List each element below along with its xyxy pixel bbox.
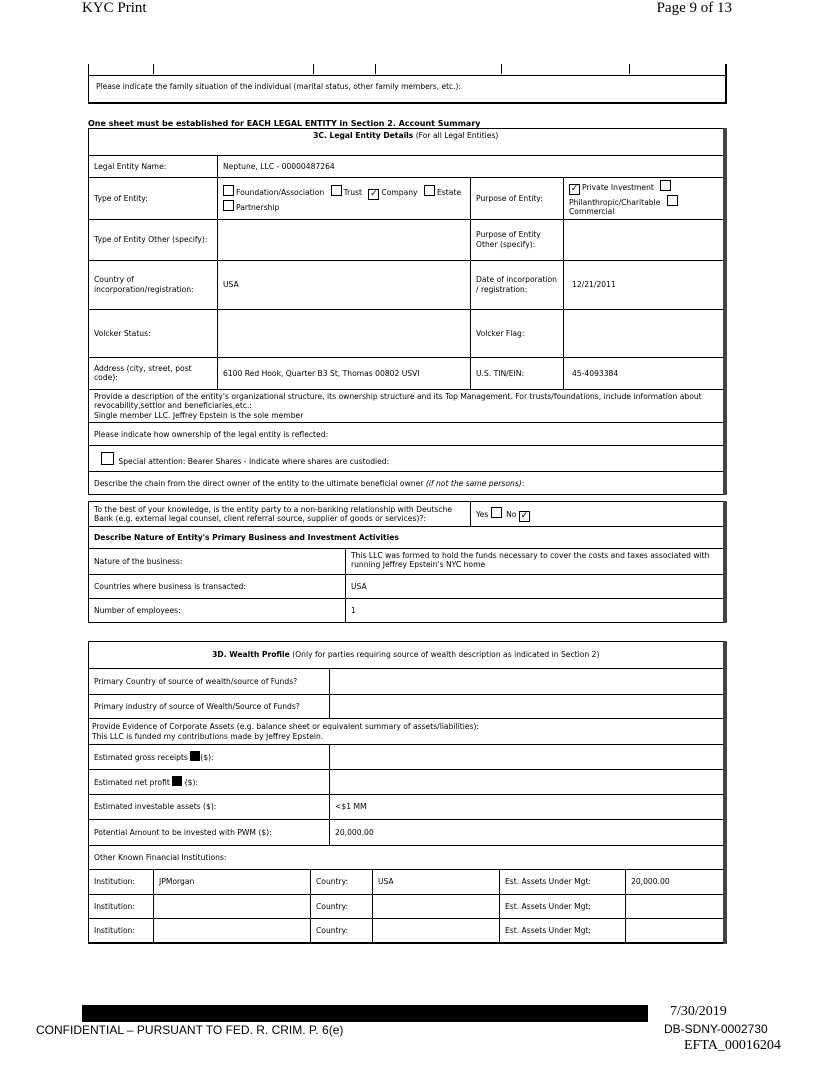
table-row: [89, 669, 725, 695]
chain-italic-note: (if not the same persons): [425, 478, 522, 488]
purpose-of-entity-options: [564, 178, 725, 220]
table-row: [89, 389, 725, 422]
investable-assets-value: <$1 MM: [330, 795, 725, 820]
table-row: [89, 575, 725, 599]
volcker-flag-value: [564, 309, 725, 357]
field-label: Date of incorporation / registration:: [471, 260, 564, 309]
field-label: Number of employees:: [89, 599, 346, 623]
primary-country-value: [330, 669, 725, 695]
yes-label: Yes: [476, 509, 489, 519]
field-label: Primary industry of source of Wealth/Source of Funds?: [89, 695, 330, 719]
table-row: [89, 599, 725, 623]
field-label: Estimated investable assets ($):: [89, 795, 330, 820]
print-title: KYC Print: [82, 0, 147, 16]
country-of-incorporation: USA: [218, 260, 471, 309]
no-label: No: [506, 509, 517, 519]
redaction-box: [172, 776, 182, 786]
bates-number: DB-SDNY-0002730: [664, 1022, 768, 1036]
primary-industry-value: [330, 695, 725, 719]
field-label: Country:: [311, 919, 373, 943]
table-row: [89, 472, 725, 495]
field-label: Type of Entity Other (specify):: [89, 219, 218, 260]
ownership-prompt: Please indicate how ownership of the legal entity is reflected:: [89, 423, 725, 446]
table-row: [89, 770, 725, 795]
confidential-notice: CONFIDENTIAL – PURSUANT TO FED. R. CRIM. P. 6(e): [36, 1023, 344, 1037]
label-text: ($):: [200, 753, 214, 763]
business-activities-table: [88, 501, 727, 623]
column-tick: [629, 64, 630, 74]
option-label: Philanthropic/Charitable: [569, 198, 661, 207]
field-label: Volcker Status:: [89, 309, 218, 357]
ownership-chain-row: [89, 472, 725, 495]
volcker-status-value: [218, 309, 471, 357]
field-label: Potential Amount to be invested with PWM ($):: [89, 820, 330, 846]
potential-amount-value: 20,000.00: [330, 820, 725, 846]
row-divider: [89, 75, 725, 76]
field-label: Purpose of Entity Other (specify):: [471, 219, 564, 260]
option-label: Estate: [436, 187, 462, 197]
checkbox-philanthropic[interactable]: [660, 180, 671, 191]
table-row: [89, 870, 725, 895]
option-label: Foundation/Association: [236, 187, 325, 197]
checkbox-trust[interactable]: [331, 185, 342, 196]
chain-text: Describe the chain from the direct owner of the entity to the ultimate beneficial owner: [94, 478, 424, 488]
field-label: Countries where business is transacted:: [89, 575, 346, 599]
structure-prompt: Provide a description of the entity's organizational structure, its ownership structure and its Top Management. For trusts/foundations, include information about revocability,settlor and beneficiaries,etc.:: [94, 391, 702, 411]
field-label: Primary Country of source of wealth/source of Funds?: [89, 669, 330, 695]
field-label: Est. Assets Under Mgt:: [500, 895, 626, 919]
field-label: Institution:: [89, 870, 154, 895]
date-of-incorporation: 12/21/2011: [564, 260, 725, 309]
page-number: Page 9 of 13: [656, 0, 732, 16]
field-label: Institution:: [89, 895, 154, 919]
table-row: [89, 129, 725, 156]
business-section-header: Describe Nature of Entity's Primary Business and Investment Activities: [89, 527, 725, 549]
institution-aum: [626, 895, 725, 919]
structure-description: [89, 389, 725, 422]
tin-value: 45-4093384: [564, 357, 725, 389]
table-row: [89, 745, 725, 770]
table-row: [89, 527, 725, 549]
column-tick: [501, 64, 502, 74]
employees-value: 1: [346, 599, 725, 623]
section-title-note: (For all Legal Entities): [413, 131, 499, 140]
option-label: Trust: [343, 187, 362, 197]
table-row: [89, 549, 725, 575]
institution-country: [373, 919, 500, 943]
institution-aum: 20,000.00: [626, 870, 725, 895]
gross-receipts-value: [330, 745, 725, 770]
bearer-shares-text: Special attention: Bearer Shares - Indicate where shares are custodied:: [118, 456, 390, 466]
field-label: Purpose of Entity:: [471, 178, 564, 220]
section-title-note: (Only for parties requiring source of wealth description as indicated in Section 2): [289, 650, 600, 660]
column-tick: [313, 64, 314, 74]
section-title-bold: 3C. Legal Entity Details: [313, 131, 414, 140]
evidence-prompt: Provide Evidence of Corporate Assets (e.g. balance sheet or equivalent summary of assets/liabilities):: [92, 722, 479, 732]
redaction-box: [190, 751, 200, 761]
table-row: [89, 156, 725, 178]
column-tick: [153, 64, 154, 74]
table-row: [89, 357, 725, 389]
wealth-profile-table: [88, 641, 727, 944]
net-profit-label: [89, 770, 330, 795]
label-text: Estimated gross receipts: [94, 753, 188, 763]
institution-country: USA: [373, 870, 500, 895]
field-label: Type of Entity:: [89, 178, 218, 220]
section-title-bold: 3D. Wealth Profile: [212, 650, 290, 660]
redaction-bar: [82, 1005, 648, 1022]
checkbox-yes[interactable]: [491, 507, 502, 518]
checkbox-estate[interactable]: [424, 185, 435, 196]
non-banking-question: To the best of your knowledge, is the entity party to a non-banking relationship with Deutsche Bank (e.g. external legal counsel, client referral source, supplier of goods or services)?:: [89, 502, 471, 527]
table-row: [89, 895, 725, 919]
table-row: [89, 178, 725, 220]
institution-name: [154, 895, 311, 919]
non-banking-answer: [471, 502, 725, 527]
field-label: Country:: [311, 870, 373, 895]
table-row: [89, 642, 725, 669]
label-text: ($):: [184, 778, 199, 788]
structure-value: Single member LLC. Jeffrey Epstein is the sole member: [94, 410, 304, 420]
type-of-entity-options: [218, 178, 471, 220]
table-row: [89, 820, 725, 846]
corporate-assets-evidence: [89, 719, 725, 745]
field-label: U.S. TIN/EIN:: [471, 357, 564, 389]
checkbox-no-checked[interactable]: ✓: [520, 510, 529, 521]
address-value: 6100 Red Hook, Quarter B3 St, Thomas 00802 USVI: [218, 357, 471, 389]
family-situation-prompt: Please indicate the family situation of the individual (marital status, other family members, etc.):: [96, 82, 461, 91]
table-row: [89, 423, 725, 446]
field-label: Nature of the business:: [89, 549, 346, 575]
checkbox-company-checked[interactable]: ✓: [370, 188, 378, 199]
table-row: [89, 502, 725, 527]
chain-end: :: [521, 478, 525, 488]
column-tick: [375, 64, 376, 74]
institution-aum: [626, 919, 725, 943]
purpose-other-value: [564, 219, 725, 260]
table-row: [89, 795, 725, 820]
evidence-value: This LLC is funded my contributions made by Jeffrey Epstein.: [92, 731, 324, 741]
field-label: Legal Entity Name:: [89, 156, 218, 178]
countries-value: USA: [346, 575, 725, 599]
nature-of-business-value: This LLC was formed to hold the funds necessary to cover the costs and taxes associated with running Jeffrey Epstein's NYC home: [346, 549, 725, 575]
family-situation-section: [88, 64, 727, 104]
institution-country: [373, 895, 500, 919]
section-caption: One sheet must be established for EACH LEGAL ENTITY in Section 2. Account Summary: [88, 119, 481, 128]
field-label: Country of incorporation/registration:: [89, 260, 218, 309]
label-text: Estimated net profit: [94, 778, 170, 788]
other-institutions-label: Other Known Financial Institutions:: [89, 846, 725, 870]
checkbox-private-investment-checked[interactable]: ✓: [570, 184, 579, 194]
net-profit-value: [330, 770, 725, 795]
table-row: [89, 219, 725, 260]
legal-entity-name: Neptune, LLC - 00000487264: [218, 156, 725, 178]
table-row: [89, 719, 725, 745]
option-label: Partnership: [236, 202, 280, 212]
institution-name: [154, 919, 311, 943]
footer-date: 7/30/2019: [670, 1004, 727, 1019]
section-title: [89, 642, 725, 669]
table-row: [89, 695, 725, 719]
table-row: [89, 446, 725, 472]
bearer-shares-row: [89, 446, 725, 472]
checkbox-commercial[interactable]: [667, 195, 678, 206]
option-label: Company: [381, 187, 418, 197]
checkbox-bearer-shares[interactable]: [101, 452, 114, 465]
field-label: Institution:: [89, 919, 154, 943]
field-label: Est. Assets Under Mgt:: [500, 870, 626, 895]
field-label: Est. Assets Under Mgt:: [500, 919, 626, 943]
field-label: Address (city, street, post code):: [89, 357, 218, 389]
field-label: Volcker Flag:: [471, 309, 564, 357]
table-row: [89, 260, 725, 309]
efta-number: EFTA_00016204: [684, 1038, 781, 1053]
type-other-value: [218, 219, 471, 260]
option-label: Private Investment: [582, 183, 654, 192]
table-row: [89, 309, 725, 357]
institution-name: JPMorgan: [154, 870, 311, 895]
legal-entity-table: [88, 128, 727, 495]
checkbox-foundation[interactable]: [223, 185, 234, 196]
field-label: Country:: [311, 895, 373, 919]
checkbox-partnership[interactable]: [223, 200, 234, 211]
option-label: Commercial: [569, 207, 615, 217]
section-title: [89, 129, 725, 156]
table-row: [89, 919, 725, 943]
table-row: [89, 846, 725, 870]
gross-receipts-label: [89, 745, 330, 770]
